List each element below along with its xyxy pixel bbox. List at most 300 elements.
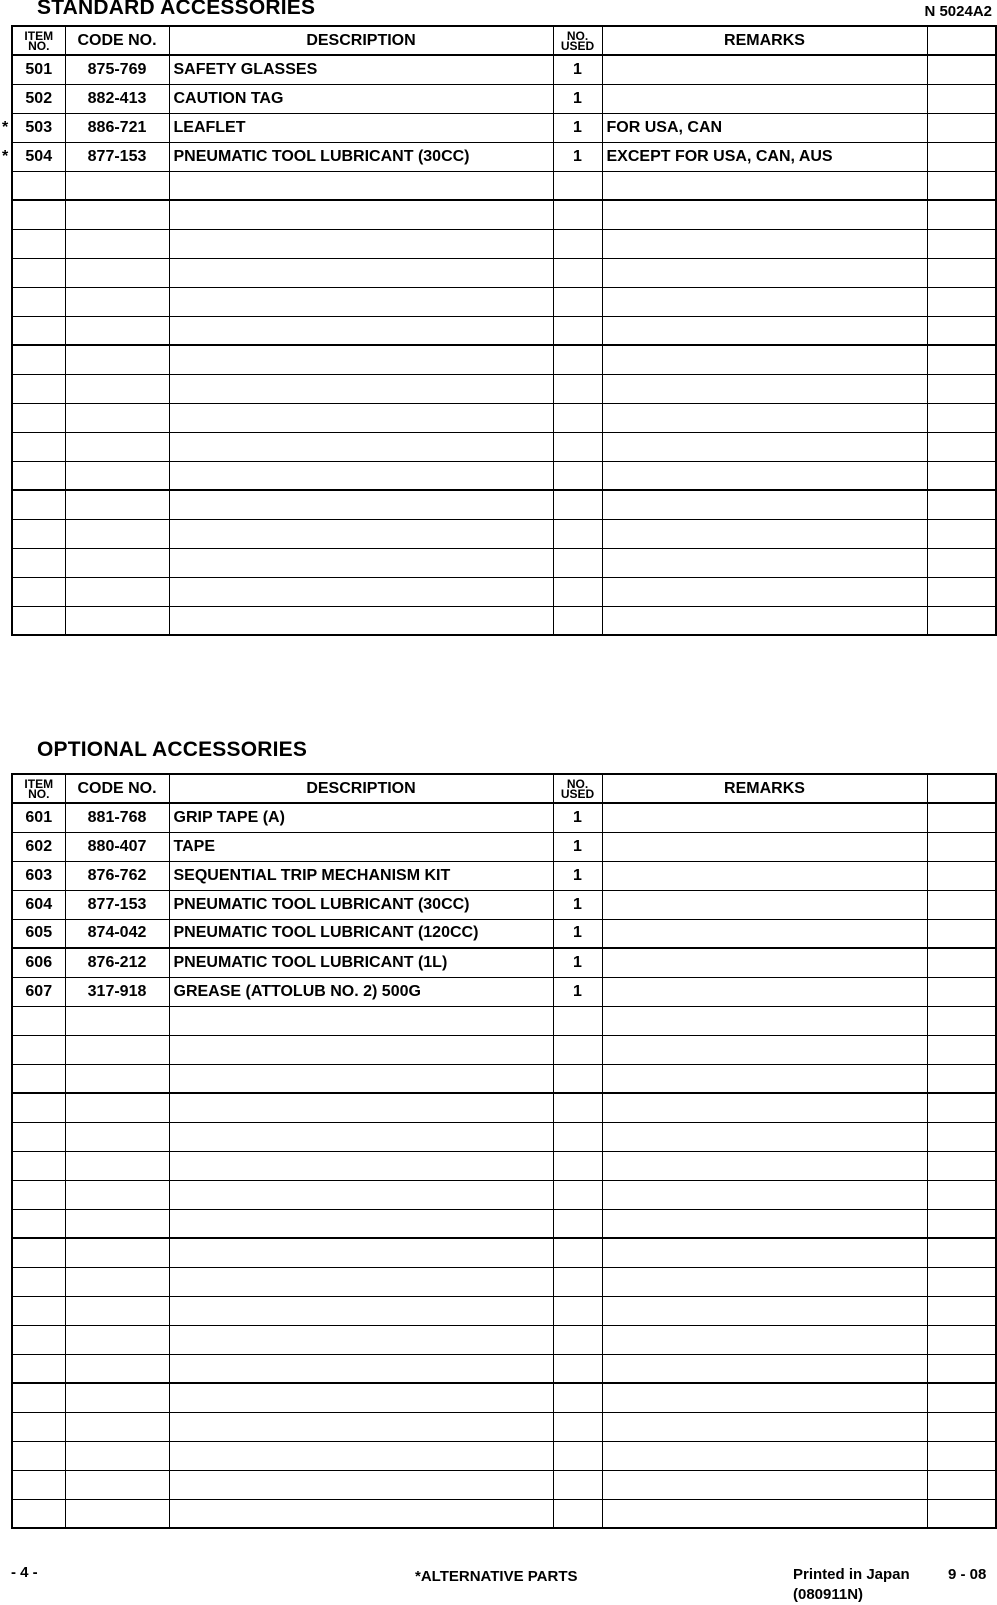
cell-description bbox=[169, 1441, 553, 1470]
cell-no-used bbox=[553, 1441, 602, 1470]
cell-extra bbox=[927, 861, 996, 890]
cell-code-no bbox=[65, 374, 169, 403]
cell-code-no bbox=[65, 606, 169, 635]
cell-code-no bbox=[65, 1325, 169, 1354]
cell-item-no bbox=[12, 403, 65, 432]
alternative-mark: * bbox=[2, 118, 9, 136]
cell-extra bbox=[927, 977, 996, 1006]
cell-code-no bbox=[65, 1006, 169, 1035]
table-row bbox=[12, 55, 996, 84]
cell-no-used bbox=[553, 1383, 602, 1412]
cell-extra bbox=[927, 490, 996, 519]
optional-title: OPTIONAL ACCESSORIES bbox=[37, 738, 308, 761]
cell-extra bbox=[927, 1006, 996, 1035]
cell-remarks bbox=[602, 1035, 927, 1064]
cell-remarks bbox=[602, 432, 927, 461]
cell-description: PNEUMATIC TOOL LUBRICANT (120CC) bbox=[169, 919, 553, 948]
cell-item-no bbox=[12, 1006, 65, 1035]
cell-description: GRIP TAPE (A) bbox=[169, 803, 553, 832]
cell-code-no bbox=[65, 1035, 169, 1064]
cell-description: PNEUMATIC TOOL LUBRICANT (30CC) bbox=[169, 142, 553, 171]
cell-no-used: 1 bbox=[553, 919, 602, 948]
empty-row bbox=[12, 1180, 996, 1209]
empty-row bbox=[12, 345, 996, 374]
cell-description bbox=[169, 432, 553, 461]
cell-item-no bbox=[12, 519, 65, 548]
cell-remarks bbox=[602, 258, 927, 287]
cell-extra bbox=[927, 84, 996, 113]
cell-item-no: 601 bbox=[12, 803, 65, 832]
empty-row bbox=[12, 461, 996, 490]
cell-extra bbox=[927, 374, 996, 403]
cell-remarks bbox=[602, 832, 927, 861]
cell-remarks bbox=[602, 287, 927, 316]
cell-remarks bbox=[602, 1093, 927, 1122]
cell-extra bbox=[927, 171, 996, 200]
cell-remarks bbox=[602, 55, 927, 84]
col-code-no: CODE NO. bbox=[65, 774, 169, 803]
cell-no-used bbox=[553, 432, 602, 461]
cell-description bbox=[169, 171, 553, 200]
cell-remarks bbox=[602, 200, 927, 229]
cell-extra bbox=[927, 1354, 996, 1383]
cell-code-no bbox=[65, 258, 169, 287]
cell-description bbox=[169, 1122, 553, 1151]
col-remarks: REMARKS bbox=[602, 774, 927, 803]
cell-remarks bbox=[602, 1209, 927, 1238]
empty-row bbox=[12, 1499, 996, 1528]
table-row bbox=[12, 84, 996, 113]
cell-code-no bbox=[65, 1064, 169, 1093]
empty-row bbox=[12, 432, 996, 461]
cell-remarks bbox=[602, 490, 927, 519]
cell-item-no: 607 bbox=[12, 977, 65, 1006]
cell-item-no bbox=[12, 1238, 65, 1267]
col-remarks: REMARKS bbox=[602, 26, 927, 55]
cell-description bbox=[169, 1412, 553, 1441]
cell-code-no: 882-413 bbox=[65, 84, 169, 113]
cell-remarks bbox=[602, 1354, 927, 1383]
cell-item-no bbox=[12, 200, 65, 229]
empty-row bbox=[12, 1470, 996, 1499]
cell-item-no bbox=[12, 1267, 65, 1296]
table-row bbox=[12, 977, 996, 1006]
cell-no-used bbox=[553, 316, 602, 345]
cell-code-no: 876-212 bbox=[65, 948, 169, 977]
cell-extra bbox=[927, 113, 996, 142]
empty-row bbox=[12, 1006, 996, 1035]
cell-no-used bbox=[553, 1499, 602, 1528]
cell-item-no bbox=[12, 577, 65, 606]
cell-code-no bbox=[65, 490, 169, 519]
cell-extra bbox=[927, 1035, 996, 1064]
cell-code-no bbox=[65, 1267, 169, 1296]
cell-no-used bbox=[553, 1325, 602, 1354]
print-date: 9 - 08 bbox=[948, 1566, 987, 1583]
cell-remarks bbox=[602, 84, 927, 113]
cell-remarks bbox=[602, 803, 927, 832]
cell-extra bbox=[927, 1441, 996, 1470]
empty-row bbox=[12, 1093, 996, 1122]
cell-description: SEQUENTIAL TRIP MECHANISM KIT bbox=[169, 861, 553, 890]
cell-description bbox=[169, 1209, 553, 1238]
cell-remarks bbox=[602, 1499, 927, 1528]
cell-no-used bbox=[553, 171, 602, 200]
cell-extra bbox=[927, 890, 996, 919]
cell-code-no bbox=[65, 432, 169, 461]
cell-item-no bbox=[12, 1470, 65, 1499]
cell-item-no bbox=[12, 1209, 65, 1238]
col-code-no: CODE NO. bbox=[65, 26, 169, 55]
cell-extra bbox=[927, 316, 996, 345]
cell-item-no bbox=[12, 461, 65, 490]
cell-description: GREASE (ATTOLUB NO. 2) 500G bbox=[169, 977, 553, 1006]
cell-code-no bbox=[65, 1412, 169, 1441]
cell-item-no bbox=[12, 1122, 65, 1151]
cell-remarks bbox=[602, 374, 927, 403]
cell-extra bbox=[927, 1325, 996, 1354]
cell-code-no bbox=[65, 1354, 169, 1383]
cell-no-used bbox=[553, 1035, 602, 1064]
cell-remarks bbox=[602, 345, 927, 374]
cell-no-used bbox=[553, 1093, 602, 1122]
cell-item-no bbox=[12, 548, 65, 577]
cell-item-no bbox=[12, 316, 65, 345]
cell-no-used bbox=[553, 1267, 602, 1296]
cell-item-no: 602 bbox=[12, 832, 65, 861]
cell-item-no bbox=[12, 1499, 65, 1528]
empty-row bbox=[12, 519, 996, 548]
cell-description bbox=[169, 577, 553, 606]
cell-code-no bbox=[65, 1383, 169, 1412]
cell-code-no bbox=[65, 548, 169, 577]
cell-extra bbox=[927, 1122, 996, 1151]
cell-extra bbox=[927, 919, 996, 948]
cell-extra bbox=[927, 606, 996, 635]
cell-description bbox=[169, 1180, 553, 1209]
cell-description bbox=[169, 606, 553, 635]
cell-remarks bbox=[602, 461, 927, 490]
empty-row bbox=[12, 1238, 996, 1267]
col-description: DESCRIPTION bbox=[169, 26, 553, 55]
cell-no-used: 1 bbox=[553, 113, 602, 142]
cell-extra bbox=[927, 403, 996, 432]
cell-item-no bbox=[12, 258, 65, 287]
cell-item-no bbox=[12, 1296, 65, 1325]
table-row bbox=[12, 919, 996, 948]
cell-item-no bbox=[12, 374, 65, 403]
cell-code-no bbox=[65, 200, 169, 229]
doc-number: N 5024A2 bbox=[924, 3, 992, 20]
cell-code-no: 877-153 bbox=[65, 890, 169, 919]
cell-extra bbox=[927, 345, 996, 374]
cell-remarks bbox=[602, 1441, 927, 1470]
cell-description bbox=[169, 287, 553, 316]
cell-code-no bbox=[65, 316, 169, 345]
cell-item-no bbox=[12, 171, 65, 200]
cell-description: SAFETY GLASSES bbox=[169, 55, 553, 84]
cell-code-no bbox=[65, 345, 169, 374]
table-row bbox=[12, 890, 996, 919]
empty-row bbox=[12, 200, 996, 229]
cell-no-used bbox=[553, 1296, 602, 1325]
empty-row bbox=[12, 1325, 996, 1354]
empty-row bbox=[12, 1035, 996, 1064]
table-row bbox=[12, 803, 996, 832]
cell-no-used bbox=[553, 1238, 602, 1267]
cell-item-no bbox=[12, 1354, 65, 1383]
cell-remarks bbox=[602, 316, 927, 345]
cell-description bbox=[169, 229, 553, 258]
cell-description bbox=[169, 548, 553, 577]
cell-extra bbox=[927, 1383, 996, 1412]
cell-code-no: 875-769 bbox=[65, 55, 169, 84]
cell-extra bbox=[927, 1296, 996, 1325]
empty-row bbox=[12, 548, 996, 577]
cell-extra bbox=[927, 1238, 996, 1267]
cell-code-no bbox=[65, 577, 169, 606]
cell-extra bbox=[927, 229, 996, 258]
cell-extra bbox=[927, 803, 996, 832]
cell-extra bbox=[927, 1180, 996, 1209]
cell-remarks bbox=[602, 548, 927, 577]
cell-code-no bbox=[65, 1151, 169, 1180]
cell-description bbox=[169, 258, 553, 287]
cell-item-no bbox=[12, 1383, 65, 1412]
cell-extra bbox=[927, 1151, 996, 1180]
cell-no-used bbox=[553, 374, 602, 403]
cell-remarks bbox=[602, 1383, 927, 1412]
empty-row bbox=[12, 1354, 996, 1383]
cell-no-used bbox=[553, 258, 602, 287]
empty-row bbox=[12, 1209, 996, 1238]
cell-description bbox=[169, 1035, 553, 1064]
cell-description bbox=[169, 490, 553, 519]
cell-extra bbox=[927, 577, 996, 606]
cell-no-used: 1 bbox=[553, 861, 602, 890]
cell-no-used bbox=[553, 229, 602, 258]
cell-remarks bbox=[602, 171, 927, 200]
cell-item-no: 605 bbox=[12, 919, 65, 948]
col-extra bbox=[927, 774, 996, 803]
table-row bbox=[12, 861, 996, 890]
cell-remarks bbox=[602, 948, 927, 977]
cell-code-no bbox=[65, 461, 169, 490]
cell-extra bbox=[927, 1499, 996, 1528]
empty-row bbox=[12, 1296, 996, 1325]
cell-extra bbox=[927, 948, 996, 977]
cell-description bbox=[169, 1238, 553, 1267]
cell-no-used bbox=[553, 1151, 602, 1180]
cell-code-no bbox=[65, 1238, 169, 1267]
cell-extra bbox=[927, 548, 996, 577]
cell-description bbox=[169, 374, 553, 403]
cell-remarks bbox=[602, 919, 927, 948]
cell-code-no bbox=[65, 1209, 169, 1238]
cell-no-used: 1 bbox=[553, 803, 602, 832]
cell-extra bbox=[927, 258, 996, 287]
cell-no-used bbox=[553, 577, 602, 606]
empty-row bbox=[12, 1412, 996, 1441]
table-row bbox=[12, 113, 996, 142]
cell-description bbox=[169, 1093, 553, 1122]
cell-remarks bbox=[602, 1006, 927, 1035]
cell-description bbox=[169, 345, 553, 374]
empty-row bbox=[12, 577, 996, 606]
cell-no-used: 1 bbox=[553, 948, 602, 977]
cell-code-no bbox=[65, 171, 169, 200]
empty-row bbox=[12, 171, 996, 200]
cell-remarks bbox=[602, 1325, 927, 1354]
cell-description bbox=[169, 403, 553, 432]
cell-remarks bbox=[602, 1180, 927, 1209]
cell-code-no bbox=[65, 1441, 169, 1470]
cell-extra bbox=[927, 519, 996, 548]
cell-no-used bbox=[553, 200, 602, 229]
cell-extra bbox=[927, 1470, 996, 1499]
col-extra bbox=[927, 26, 996, 55]
cell-no-used: 1 bbox=[553, 890, 602, 919]
cell-no-used bbox=[553, 490, 602, 519]
cell-item-no bbox=[12, 345, 65, 374]
table-row bbox=[12, 948, 996, 977]
cell-no-used: 1 bbox=[553, 832, 602, 861]
cell-remarks bbox=[602, 403, 927, 432]
cell-extra bbox=[927, 832, 996, 861]
page-number: - 4 - bbox=[11, 1564, 38, 1581]
cell-code-no bbox=[65, 229, 169, 258]
cell-description: PNEUMATIC TOOL LUBRICANT (30CC) bbox=[169, 890, 553, 919]
cell-remarks bbox=[602, 1470, 927, 1499]
cell-no-used bbox=[553, 461, 602, 490]
cell-remarks: EXCEPT FOR USA, CAN, AUS bbox=[602, 142, 927, 171]
cell-extra bbox=[927, 1064, 996, 1093]
cell-remarks bbox=[602, 1064, 927, 1093]
cell-description: LEAFLET bbox=[169, 113, 553, 142]
cell-no-used: 1 bbox=[553, 55, 602, 84]
cell-code-no bbox=[65, 1093, 169, 1122]
cell-remarks bbox=[602, 519, 927, 548]
cell-no-used: 1 bbox=[553, 142, 602, 171]
cell-no-used bbox=[553, 1180, 602, 1209]
cell-description: CAUTION TAG bbox=[169, 84, 553, 113]
cell-no-used bbox=[553, 548, 602, 577]
cell-item-no bbox=[12, 432, 65, 461]
empty-row bbox=[12, 258, 996, 287]
col-item-no: ITEM NO. bbox=[12, 26, 65, 55]
cell-no-used: 1 bbox=[553, 977, 602, 1006]
cell-extra bbox=[927, 55, 996, 84]
empty-row bbox=[12, 1064, 996, 1093]
cell-extra bbox=[927, 1093, 996, 1122]
cell-code-no bbox=[65, 1296, 169, 1325]
cell-code-no bbox=[65, 1180, 169, 1209]
cell-description bbox=[169, 1499, 553, 1528]
cell-no-used bbox=[553, 1470, 602, 1499]
cell-code-no: 876-762 bbox=[65, 861, 169, 890]
empty-row bbox=[12, 316, 996, 345]
print-code: (080911N) bbox=[793, 1586, 864, 1603]
cell-description bbox=[169, 1151, 553, 1180]
cell-remarks bbox=[602, 1412, 927, 1441]
alternative-parts-note: *ALTERNATIVE PARTS bbox=[415, 1568, 578, 1585]
cell-no-used bbox=[553, 1006, 602, 1035]
empty-row bbox=[12, 1151, 996, 1180]
cell-description bbox=[169, 316, 553, 345]
cell-item-no bbox=[12, 1035, 65, 1064]
cell-item-no bbox=[12, 1064, 65, 1093]
cell-remarks bbox=[602, 977, 927, 1006]
cell-item-no: * 503 bbox=[12, 113, 65, 142]
cell-item-no: * 504 bbox=[12, 142, 65, 171]
cell-no-used bbox=[553, 1064, 602, 1093]
cell-description bbox=[169, 1296, 553, 1325]
cell-remarks bbox=[602, 577, 927, 606]
cell-code-no: 881-768 bbox=[65, 803, 169, 832]
cell-remarks bbox=[602, 1122, 927, 1151]
cell-code-no: 877-153 bbox=[65, 142, 169, 171]
empty-row bbox=[12, 490, 996, 519]
cell-item-no bbox=[12, 1180, 65, 1209]
cell-item-no bbox=[12, 606, 65, 635]
cell-no-used bbox=[553, 606, 602, 635]
cell-remarks bbox=[602, 1267, 927, 1296]
cell-item-no: 603 bbox=[12, 861, 65, 890]
cell-description: PNEUMATIC TOOL LUBRICANT (1L) bbox=[169, 948, 553, 977]
cell-description bbox=[169, 1354, 553, 1383]
cell-item-no bbox=[12, 229, 65, 258]
cell-code-no bbox=[65, 1499, 169, 1528]
cell-item-no: 606 bbox=[12, 948, 65, 977]
cell-no-used bbox=[553, 345, 602, 374]
cell-remarks bbox=[602, 890, 927, 919]
empty-row bbox=[12, 1122, 996, 1151]
cell-extra bbox=[927, 1267, 996, 1296]
cell-description bbox=[169, 1267, 553, 1296]
cell-item-no bbox=[12, 490, 65, 519]
empty-row bbox=[12, 1383, 996, 1412]
cell-description bbox=[169, 1325, 553, 1354]
cell-code-no: 874-042 bbox=[65, 919, 169, 948]
cell-no-used: 1 bbox=[553, 84, 602, 113]
cell-extra bbox=[927, 1209, 996, 1238]
cell-description bbox=[169, 519, 553, 548]
col-no-used: NO. USED bbox=[553, 26, 602, 55]
cell-code-no: 317-918 bbox=[65, 977, 169, 1006]
cell-code-no: 880-407 bbox=[65, 832, 169, 861]
cell-no-used bbox=[553, 519, 602, 548]
col-item-no: ITEM NO. bbox=[12, 774, 65, 803]
cell-extra bbox=[927, 432, 996, 461]
cell-code-no bbox=[65, 519, 169, 548]
cell-description bbox=[169, 1470, 553, 1499]
cell-description bbox=[169, 1383, 553, 1412]
empty-row bbox=[12, 606, 996, 635]
cell-description bbox=[169, 461, 553, 490]
cell-item-no: 502 bbox=[12, 84, 65, 113]
cell-remarks bbox=[602, 1296, 927, 1325]
cell-no-used bbox=[553, 1412, 602, 1441]
cell-code-no bbox=[65, 1470, 169, 1499]
cell-remarks: FOR USA, CAN bbox=[602, 113, 927, 142]
cell-code-no bbox=[65, 1122, 169, 1151]
cell-item-no bbox=[12, 1441, 65, 1470]
cell-extra bbox=[927, 1412, 996, 1441]
empty-row bbox=[12, 374, 996, 403]
cell-item-no bbox=[12, 1093, 65, 1122]
optional-accessories-table bbox=[11, 773, 997, 1529]
cell-extra bbox=[927, 287, 996, 316]
